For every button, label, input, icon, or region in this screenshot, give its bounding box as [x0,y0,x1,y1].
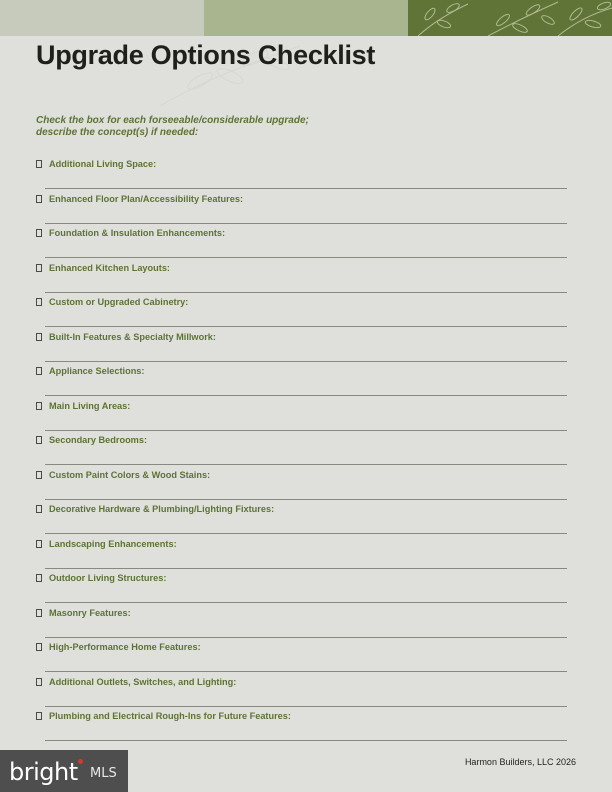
instructions-text [36,115,396,139]
logo-suffix: MLS [90,766,117,781]
checklist-item [36,294,576,329]
checklist-item [36,225,576,260]
description-line[interactable] [45,568,567,569]
checklist-item [36,605,576,640]
description-line[interactable] [45,499,567,500]
checklist-item [36,674,576,709]
logo-wordmark: bright [9,758,78,786]
checklist-item-label: Additional Living Space: [49,159,157,169]
description-line[interactable] [45,188,567,189]
checklist-item [36,156,576,191]
page-title: Upgrade Options Checklist [36,40,376,70]
checklist-item-label: Custom Paint Colors & Wood Stains: [49,469,211,480]
description-line[interactable] [45,257,567,258]
description-line[interactable] [45,326,567,327]
checkbox[interactable] [36,229,42,237]
header-color-band [0,0,612,36]
checkbox[interactable] [36,367,42,375]
instructions-line-2: describe the concept(s) if needed: [36,127,199,138]
checkbox[interactable] [36,574,42,582]
checkbox[interactable] [36,333,42,341]
checklist-item [36,708,576,743]
checklist-item [36,260,576,295]
checkbox[interactable] [36,264,42,272]
checkbox[interactable] [36,505,42,513]
checklist-item [36,329,576,364]
checklist-item [36,536,576,571]
checklist-item-label: Built-In Features & Specialty Millwork: [49,331,216,342]
description-line[interactable] [45,637,567,638]
checklist [36,156,576,743]
checklist-item-label: Foundation & Insulation Enhancements: [49,228,226,238]
checklist-item [36,501,576,536]
bright-mls-logo [0,750,128,792]
description-line[interactable] [45,706,567,707]
checklist-item-label: Enhanced Kitchen Layouts: [49,262,170,273]
checklist-item-label: Additional Outlets, Switches, and Lighting: [49,676,237,687]
description-line[interactable] [45,430,567,431]
description-line[interactable] [45,533,567,534]
checkbox[interactable] [36,160,42,168]
description-line[interactable] [45,464,567,465]
checklist-item-label: Landscaping Enhancements: [49,538,177,549]
checklist-item-label: Secondary Bedrooms: [49,435,148,445]
checkbox[interactable] [36,195,42,203]
description-line[interactable] [45,671,567,672]
checklist-item [36,191,576,226]
checklist-item-label: Enhanced Floor Plan/Accessibility Features: [49,193,244,204]
checkbox[interactable] [36,609,42,617]
header-band-leaves [408,0,612,36]
logo-accent-dot-icon [78,759,83,764]
checklist-item-label: Outdoor Living Structures: [49,573,167,583]
checklist-item [36,570,576,605]
description-line[interactable] [45,361,567,362]
checkbox[interactable] [36,402,42,410]
checkbox[interactable] [36,471,42,479]
header-band-mid [204,0,408,36]
header-band-light [0,0,204,36]
description-line[interactable] [45,602,567,603]
description-line[interactable] [45,395,567,396]
checklist-item-label: Custom or Upgraded Cabinetry: [49,297,189,307]
description-line[interactable] [45,223,567,224]
checklist-item-label: Masonry Features: [49,607,131,618]
checklist-item-label: Main Living Areas: [49,400,131,411]
checkbox[interactable] [36,643,42,651]
checklist-item-label: High-Performance Home Features: [49,642,201,652]
checklist-item-label: Plumbing and Electrical Rough-Ins for Future Features: [49,711,291,721]
checklist-item [36,432,576,467]
leaf-pattern-icon [408,0,612,36]
checkbox[interactable] [36,298,42,306]
checklist-item [36,467,576,502]
instructions-line-1: Check the box for each forseeable/considerable upgrade; [36,115,309,126]
checklist-item-label: Appliance Selections: [49,366,145,376]
checklist-item [36,639,576,674]
checklist-item [36,363,576,398]
checklist-item [36,398,576,433]
description-line[interactable] [45,292,567,293]
footer-credit: Harmon Builders, LLC 2026 [464,757,576,767]
checkbox[interactable] [36,712,42,720]
description-line[interactable] [45,740,567,741]
checklist-item-label: Decorative Hardware & Plumbing/Lighting Fixtures: [49,504,275,514]
checkbox[interactable] [36,540,42,548]
checkbox[interactable] [36,678,42,686]
checkbox[interactable] [36,436,42,444]
